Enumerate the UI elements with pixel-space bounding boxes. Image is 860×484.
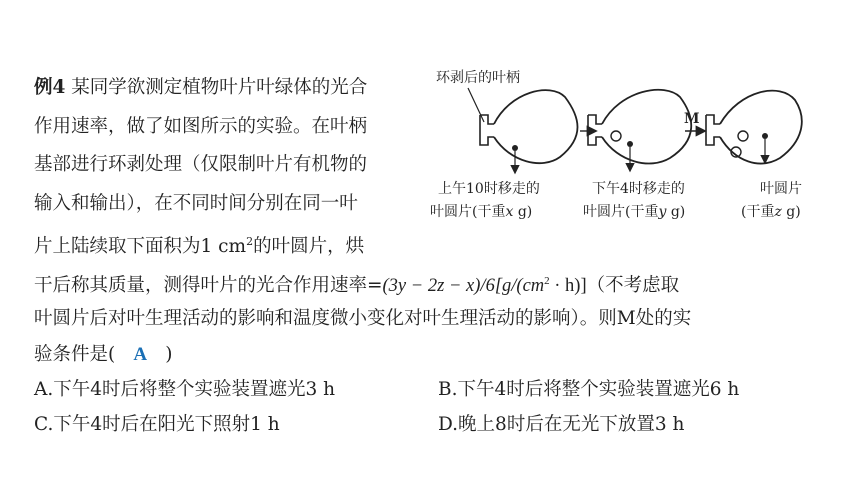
problem-text-2: 作用速率，做了如图所示的实验。在叶柄 [34, 116, 368, 137]
problem-text-5b: 的叶圆片，烘 [253, 236, 365, 257]
caption-2-line-1: 下午4时移走的 [592, 181, 685, 197]
leaf-3 [706, 91, 802, 164]
problem-text-6: 干后称其质量，测得叶片的光合作用速率= [34, 275, 383, 296]
option-c[interactable] [34, 413, 280, 437]
caption-3-line-1: 叶圆片 [760, 181, 802, 197]
problem-line-4 [34, 192, 358, 216]
option-b-text: B.下午4时后将整个实验装置遮光6 h [438, 379, 740, 400]
caption-1-line-1: 上午10时移走的 [438, 181, 540, 197]
sample-dot-2 [627, 141, 633, 147]
label-pointer-line [468, 88, 484, 122]
problem-text-6b: （不考虑取 [586, 275, 680, 296]
option-c-text: C.下午4时后在阳光下照射1 h [34, 414, 280, 435]
petiole-3 [706, 115, 720, 145]
figure-top-label: 环剥后的叶柄 [436, 70, 520, 86]
petiole-1 [480, 115, 494, 145]
leaf-blade-1 [494, 90, 578, 163]
problem-line-1 [34, 76, 367, 100]
problem-text-8: 验条件是( [34, 344, 116, 365]
superscript-2: 2 [246, 235, 254, 248]
problem-line-6 [34, 269, 679, 298]
problem-line-2 [34, 115, 367, 139]
problem-text-1: 某同学欲测定植物叶片叶绿体的光合 [71, 77, 368, 98]
formula: $(3y - 2z - x)/6[g/(cm^2 \cdot h)]$ [382, 275, 587, 296]
leaf-blade-2 [602, 90, 691, 164]
problem-line-8 [34, 343, 172, 367]
leaf-1 [480, 90, 578, 172]
problem-line-7 [34, 307, 691, 331]
sample-dot-3 [762, 133, 768, 139]
problem-line-3 [34, 153, 367, 177]
caption-1-line-2: 叶圆片(干重x g) [430, 204, 533, 220]
problem-text-7: 叶圆片后对叶生理活动的影响和温度微小变化对叶生理活动的影响）。则M处的实 [34, 308, 692, 329]
problem-text-5: 片上陆续取下面积为1 cm [34, 236, 247, 257]
petiole-2 [588, 115, 602, 145]
arrow-m-label: M [684, 111, 700, 127]
leaf-experiment-figure [430, 62, 850, 237]
option-b[interactable] [438, 378, 739, 402]
sample-dot-1 [512, 145, 518, 151]
problem-line-5 [34, 230, 364, 259]
option-d-text: D.晚上8时后在无光下放置3 h [438, 414, 685, 435]
answer-letter: A [133, 344, 148, 365]
problem-text-4: 输入和输出），在不同时间分别在同一叶 [34, 193, 358, 214]
hole-2a [611, 131, 621, 141]
caption-3-line-2: (干重z g) [741, 204, 801, 220]
caption-2-line-2: 叶圆片(干重y g) [583, 204, 686, 220]
option-a[interactable] [34, 378, 335, 402]
leaf-2 [588, 90, 691, 170]
problem-text-8b: ) [165, 344, 173, 365]
option-d[interactable] [438, 413, 684, 437]
leaf-blade-3 [720, 91, 802, 164]
hole-3a [738, 131, 748, 141]
problem-text-3: 基部进行环剥处理（仅限制叶片有机物的 [34, 154, 368, 175]
option-a-text: A.下午4时后将整个实验装置遮光3 h [34, 379, 336, 400]
problem-label: 例4 [34, 77, 66, 98]
